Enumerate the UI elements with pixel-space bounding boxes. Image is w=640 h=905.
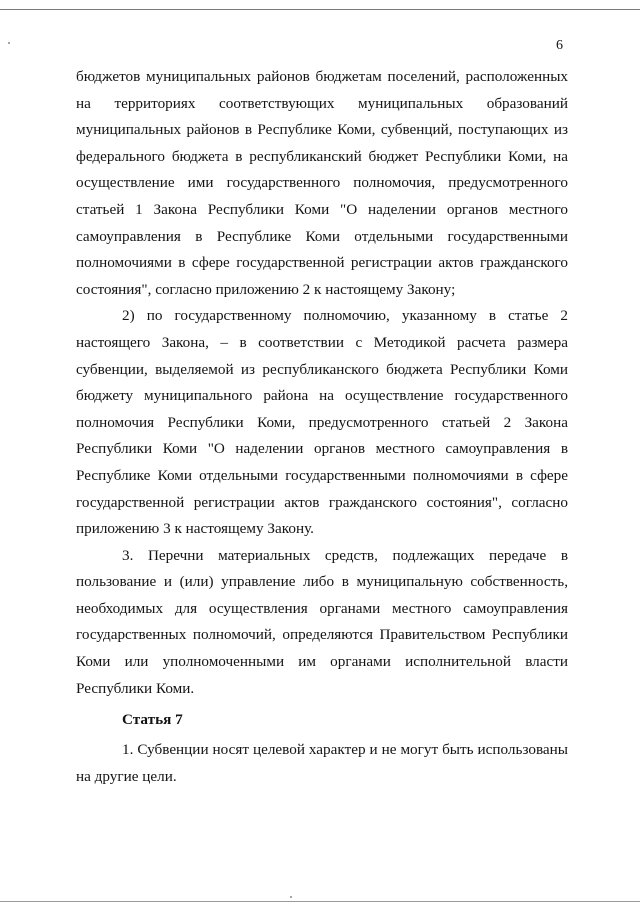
paragraph-continuation: бюджетов муниципальных районов бюджетам поселений, расположенных на территориях соответствующих муниципальных образований муниципальных районов в Республике Коми, субвенций, поступающих из федерального бюджета в республиканский бюджет Республики Коми, на осуществление ими государственного полномочия, предусмотренного статьей 1 Закона Республики Коми "О наделении органов местного самоуправления в Республике Коми отдельными государственными полномочиями в сфере государственной регистрации актов гражданского состояния", согласно приложению 2 к настоящему Закону; bbox=[76, 68, 568, 298]
article-body bbox=[76, 737, 568, 790]
article-paragraph-1: 1. Субвенции носят целевой характер и не могут быть использованы на другие цели. bbox=[76, 741, 568, 785]
article-heading: Статья 7 bbox=[122, 711, 183, 728]
scan-speck bbox=[8, 42, 10, 44]
scan-border-top bbox=[0, 9, 640, 10]
page-number: 6 bbox=[556, 38, 563, 53]
scan-border-bottom bbox=[0, 901, 640, 902]
scan-speck bbox=[290, 896, 292, 898]
paragraph-item-2: 2) по государственному полномочию, указанному в статье 2 настоящего Закона, – в соответствии с Методикой расчета размера субвенции, выделяемой из республиканского бюджета Республики Коми бюджету муниципального района на осуществление государственного полномочия Республики Коми, предусмотренного статьей 2 Закона Республики Коми "О наделении органов местного самоуправления в Республике Коми отдельными государственными полномочиями в сфере государственной регистрации актов гражданского состояния", согласно приложению 3 к настоящему Закону. bbox=[76, 307, 568, 538]
paragraph-item-3: 3. Перечни материальных средств, подлежащих передаче в пользование и (или) управление либо в муниципальную собственность, необходимых для осуществления органами местного самоуправления государственных полномочий, определяются Правительством Республики Коми или уполномоченными им органами исполнительной власти Республики Коми. bbox=[76, 546, 568, 697]
document-body bbox=[76, 64, 568, 702]
